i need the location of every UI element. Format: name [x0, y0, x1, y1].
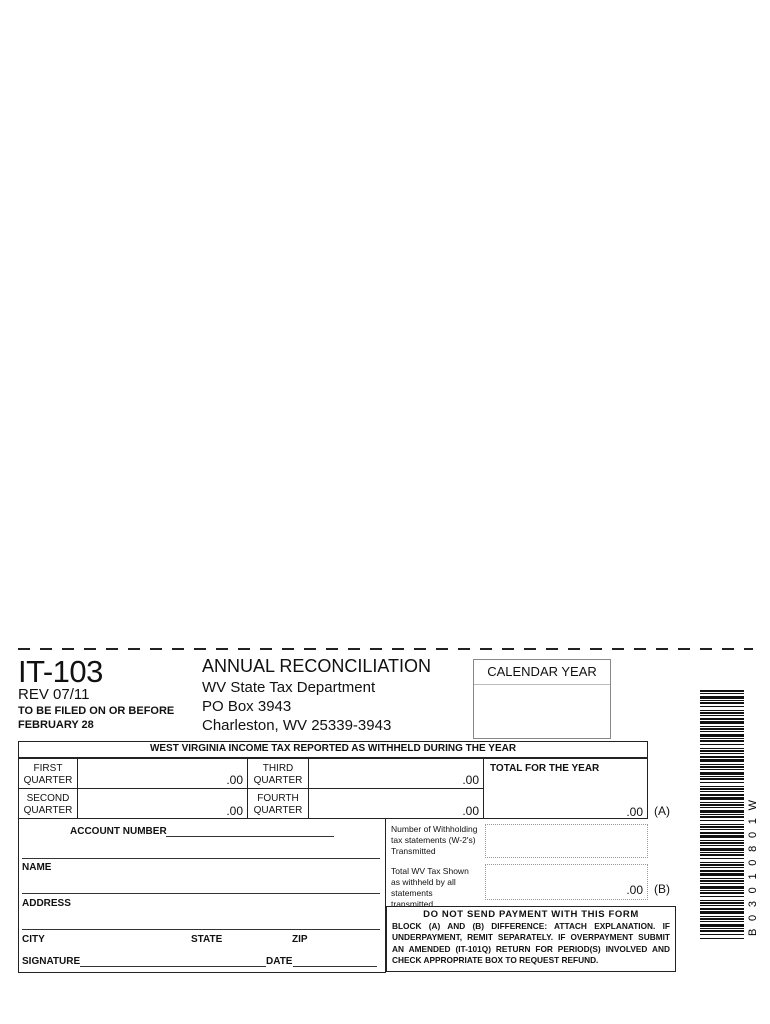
q1-amount: .00 [226, 773, 243, 787]
wv-tax-label [391, 866, 473, 910]
account-number-field[interactable] [166, 836, 334, 837]
barcode-bar [700, 928, 744, 929]
barcode [700, 690, 759, 940]
tear-line [18, 648, 753, 650]
q2-label-line2: QUARTER [23, 805, 73, 816]
address-pobox: PO Box 3943 [202, 698, 292, 715]
barcode-bar [700, 896, 744, 897]
barcode-bar [700, 852, 744, 853]
form-id: IT-103 [18, 654, 103, 689]
calendar-year-label: CALENDAR YEAR [474, 660, 610, 685]
filing-deadline [18, 704, 174, 732]
barcode-bar [700, 731, 744, 732]
payment-warning-title: DO NOT SEND PAYMENT WITH THIS FORM [423, 909, 639, 920]
barcode-bar [700, 756, 744, 758]
q3-amount-field[interactable] [308, 758, 484, 789]
q1-label-line1: FIRST [33, 763, 63, 774]
q2-label-cell [18, 788, 78, 819]
barcode-text: B03010801W [747, 792, 759, 936]
barcode-bar [700, 816, 744, 818]
q3-label-line1: THIRD [262, 763, 294, 774]
barcode-bar [700, 738, 744, 739]
barcode-bar [700, 772, 744, 775]
total-year-cell[interactable] [483, 758, 648, 819]
barcode-bar [700, 782, 744, 783]
q1-amount-field[interactable] [77, 758, 248, 789]
barcode-bar [700, 712, 744, 714]
barcode-bar [700, 702, 744, 704]
barcode-bar [700, 911, 744, 914]
address-field[interactable] [22, 929, 380, 930]
barcode-bar [700, 878, 744, 879]
barcode-bar [700, 690, 744, 692]
barcode-bar [700, 778, 744, 780]
barcode-bar [700, 873, 744, 876]
barcode-bar [700, 797, 744, 800]
address-label: ADDRESS [22, 898, 71, 909]
wv-tax-field[interactable] [485, 864, 648, 900]
barcode-bar [700, 858, 744, 859]
w2-count-label [391, 824, 481, 857]
q4-label-cell [247, 788, 309, 819]
wv-tax-label-line1: Total WV Tax Shown [391, 866, 469, 876]
form-title: ANNUAL RECONCILIATION [202, 656, 432, 676]
barcode-bar [700, 918, 744, 920]
barcode-bar [700, 744, 744, 745]
mailing-address [202, 678, 391, 735]
barcode-bar [700, 842, 744, 844]
barcode-bar [700, 764, 744, 765]
barcode-bar [700, 921, 744, 922]
wv-tax-label-line2: as withheld by all [391, 877, 456, 887]
date-field[interactable] [293, 966, 377, 967]
marker-a: (A) [654, 804, 670, 818]
barcode-bar [700, 734, 744, 737]
barcode-bar [700, 794, 744, 796]
w2-count-label-line3: Transmitted [391, 846, 436, 856]
barcode-bar [700, 802, 744, 803]
barcode-bar [700, 938, 744, 939]
barcode-bar [700, 934, 744, 935]
barcode-bars [700, 690, 744, 939]
barcode-bar [700, 814, 744, 815]
barcode-bar [700, 786, 744, 787]
name-label: NAME [22, 862, 52, 873]
barcode-bar [700, 883, 744, 884]
barcode-bar [700, 700, 744, 701]
q3-amount: .00 [462, 773, 479, 787]
w2-count-label-line1: Number of Withholding [391, 824, 478, 834]
barcode-bar [700, 820, 744, 821]
signature-label: SIGNATURE [22, 956, 81, 967]
barcode-bar [700, 748, 744, 749]
barcode-bar [700, 728, 744, 730]
separator-line-1 [22, 858, 380, 859]
barcode-bar [700, 693, 744, 694]
barcode-bar [700, 721, 744, 724]
barcode-bar [700, 890, 744, 891]
barcode-bar [700, 759, 744, 762]
calendar-year-box[interactable] [473, 659, 611, 739]
city-label: CITY [22, 934, 45, 945]
barcode-bar [700, 892, 744, 894]
address-dept: WV State Tax Department [202, 679, 376, 696]
barcode-bar [700, 864, 744, 866]
date-label: DATE [266, 956, 293, 967]
q3-label-cell [247, 758, 309, 789]
barcode-bar [700, 810, 744, 813]
barcode-bar [700, 766, 744, 768]
barcode-bar [700, 886, 744, 889]
barcode-bar [700, 826, 744, 828]
q1-label-cell [18, 758, 78, 789]
barcode-bar [700, 726, 744, 727]
q2-label-line1: SECOND [26, 793, 70, 804]
barcode-bar [700, 916, 744, 917]
name-field[interactable] [22, 893, 380, 894]
barcode-bar [700, 870, 744, 872]
filing-deadline-line1: TO BE FILED ON OR BEFORE [18, 705, 175, 717]
w2-count-field[interactable] [485, 824, 648, 858]
q4-amount-field[interactable] [308, 788, 484, 819]
barcode-bar [700, 835, 744, 838]
barcode-bar [700, 924, 744, 927]
account-number-label: ACCOUNT NUMBER [70, 826, 167, 837]
barcode-bar [700, 791, 744, 792]
barcode-bar [700, 750, 744, 752]
total-year-amount: .00 [626, 805, 643, 819]
q4-amount: .00 [462, 804, 479, 818]
wv-tax-label-line3: statements transmitted [391, 888, 434, 909]
q2-amount: .00 [226, 804, 243, 818]
barcode-bar [700, 715, 744, 716]
barcode-bar [700, 908, 744, 910]
zip-label: ZIP [292, 934, 308, 945]
marker-b: (B) [654, 882, 670, 896]
total-year-label: TOTAL FOR THE YEAR [490, 763, 600, 774]
barcode-bar [700, 776, 744, 777]
withholding-table-header: WEST VIRGINIA INCOME TAX REPORTED AS WITHHELD DURING THE YEAR [18, 741, 648, 758]
address-city: Charleston, WV 25339-3943 [202, 717, 392, 734]
barcode-bar [700, 824, 744, 825]
q2-amount-field[interactable] [77, 788, 248, 819]
barcode-bar [700, 740, 744, 742]
barcode-bar [700, 862, 744, 863]
state-label: STATE [191, 934, 223, 945]
barcode-bar [700, 905, 744, 906]
barcode-bar [700, 710, 744, 711]
barcode-bar [700, 706, 744, 707]
barcode-bar [700, 902, 744, 904]
form-revision: REV 07/11 [18, 686, 90, 703]
payment-warning-box [386, 906, 676, 972]
barcode-bar [700, 788, 744, 790]
barcode-bar [700, 804, 744, 806]
barcode-bar [700, 753, 744, 754]
barcode-bar [700, 848, 744, 851]
barcode-bar [700, 867, 744, 868]
barcode-bar [700, 880, 744, 882]
filing-deadline-line2: FEBRUARY 28 [18, 719, 94, 731]
signature-field[interactable] [80, 966, 266, 967]
barcode-bar [700, 900, 744, 901]
barcode-bar [700, 718, 744, 720]
barcode-bar [700, 832, 744, 834]
barcode-bar [700, 854, 744, 856]
barcode-bar [700, 930, 744, 932]
q4-label-line1: FOURTH [257, 793, 299, 804]
q1-label-line2: QUARTER [23, 775, 73, 786]
wv-tax-amount: .00 [626, 883, 643, 897]
barcode-bar [700, 840, 744, 841]
barcode-bar [700, 696, 744, 699]
w2-count-label-line2: tax statements (W-2's) [391, 835, 476, 845]
barcode-bar [700, 829, 744, 830]
barcode-bar [700, 845, 744, 846]
barcode-bar [700, 769, 744, 770]
barcode-bar [700, 807, 744, 808]
q3-label-line2: QUARTER [253, 775, 303, 786]
payment-warning-text: BLOCK (A) AND (B) DIFFERENCE: ATTACH EXPLANATION. IF UNDERPAYMENT, REMIT SEPARATELY. IF OVERPAYMENT SUBMIT AN AMENDED (IT-101Q) RETURN FOR PERIOD(S) INVOLVED AND CHECK APPROPRIATE BOX TO REQUEST REFUND. [392, 920, 670, 966]
identity-block [18, 819, 386, 973]
q4-label-line2: QUARTER [253, 805, 303, 816]
